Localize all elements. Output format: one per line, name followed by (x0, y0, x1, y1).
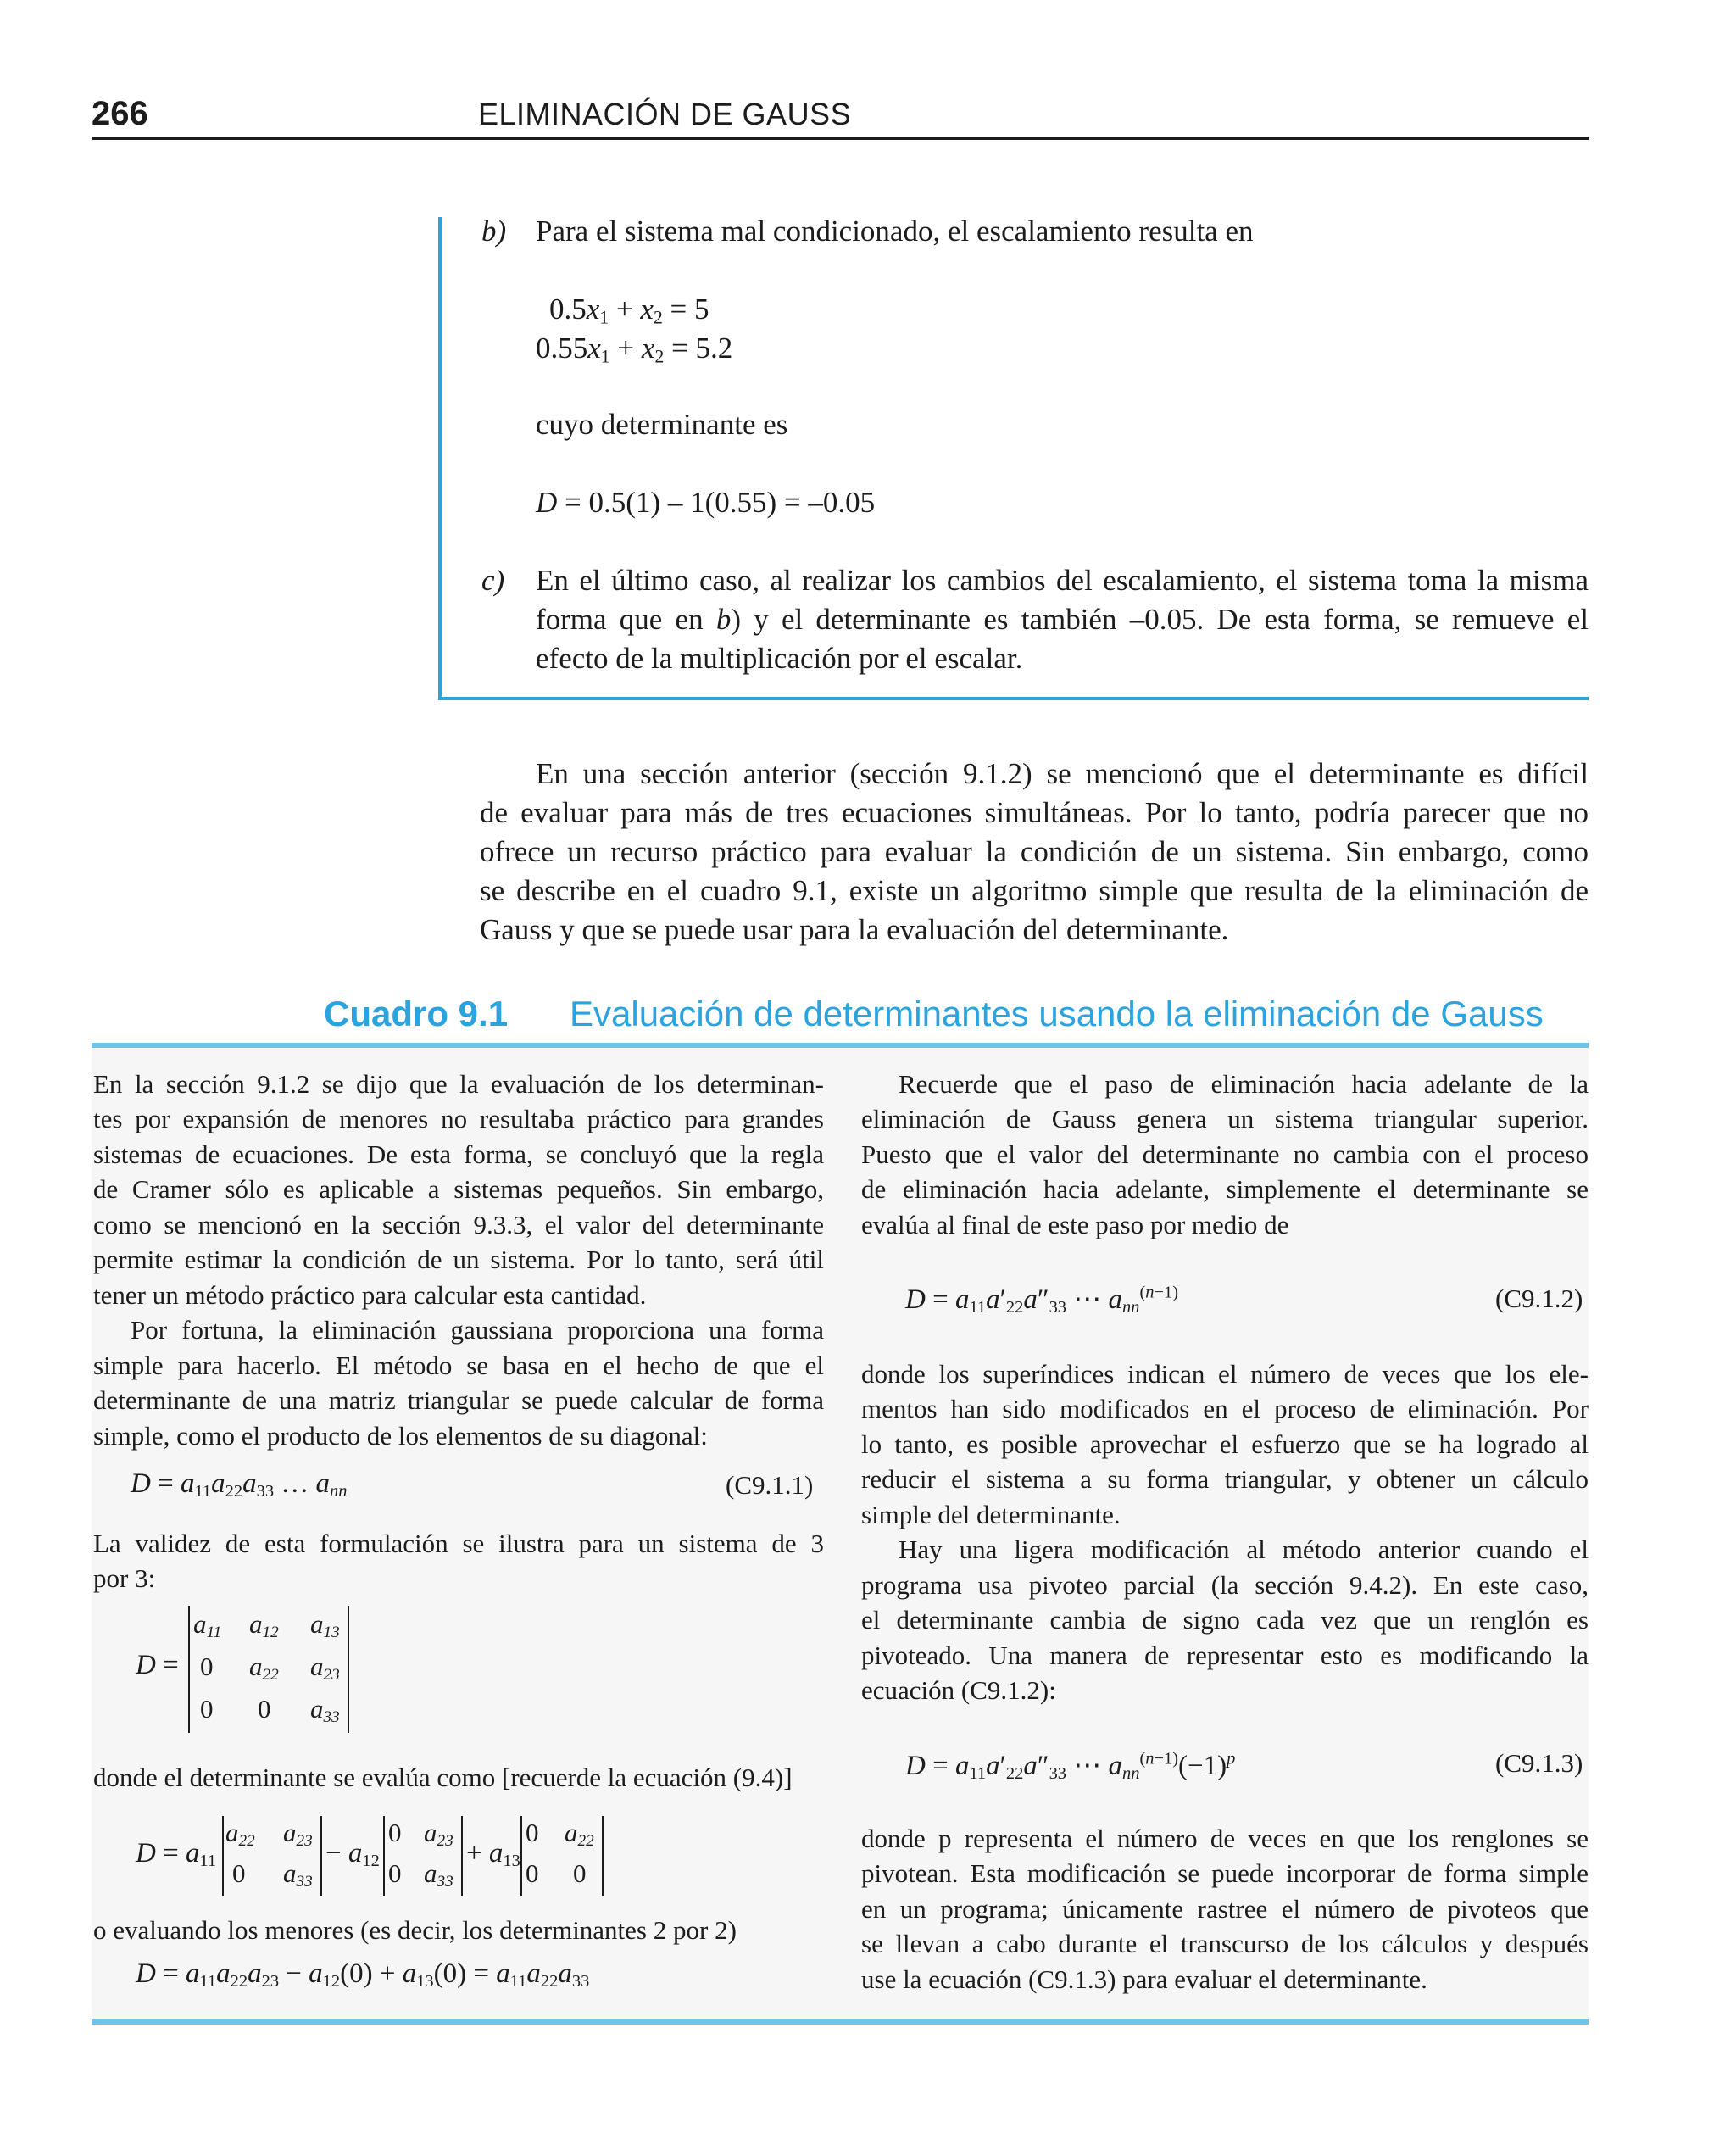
matrix-zero-32: 0 (258, 1694, 271, 1724)
item-b-text: Para el sistema mal condicionado, el escalamiento resulta en (536, 214, 1254, 248)
body-line-1: En una sección anterior (sección 9.1.2) se mencionó que el determinante es difícil (536, 757, 1589, 790)
right-p3-line-4: pivoteado. Una manera de representar esto es modificando la (861, 1640, 1589, 1670)
left-p2-line-2: simple para hacerlo. El método se basa en el hecho de que el (93, 1351, 824, 1380)
matrix-left-bar (188, 1606, 190, 1733)
box-number: Cuadro 9.1 (324, 994, 509, 1033)
equation-c911: $D = a_{11}a_{22}a_{33}$ … $a_{nn}$ (131, 1468, 348, 1501)
body-line-3: ofrece un recurso práctico para evaluar la condición de un sistema. Sin embargo, como (480, 835, 1589, 868)
right-p3-line-1: Hay una ligera modificación al método anterior cuando el (899, 1535, 1589, 1564)
right-p2-line-3: lo tanto, es posible aprovechar el esfuerzo que se ha logrado al (861, 1429, 1589, 1459)
header-rule (92, 137, 1589, 140)
right-p4-line-4: se llevan a cabo durante el transcurso de los cálculos y después (861, 1929, 1589, 1958)
minor2-zero-2: 0 (388, 1858, 402, 1888)
box-top-rule (92, 1043, 1589, 1048)
left-p5: o evaluando los menores (es decir, los determinantes 2 por 2) (93, 1915, 737, 1945)
matrix-a13: $a_{13}$ (310, 1609, 340, 1641)
expansion-d-label: $D = a_{11}$ (136, 1838, 217, 1871)
item-label-c: c) (481, 564, 505, 597)
right-p3-line-2: programa usa pivoteo parcial (la sección 9.4.2). En este caso, (861, 1570, 1589, 1600)
right-p2-line-1: donde los superíndices indican el número de veces que los ele- (861, 1359, 1589, 1389)
minor2-zero-1: 0 (388, 1818, 402, 1847)
minor1-a33: $a_{33}$ (283, 1858, 313, 1891)
right-p4-line-2: pivotean. Esta modificación se puede incorporar de forma simple (861, 1858, 1589, 1888)
minor3-zero-2: 0 (526, 1858, 539, 1888)
example-left-border (438, 217, 442, 700)
determinant-intro: cuyo determinante es (536, 408, 788, 441)
left-p2-line-3: determinante de una matriz triangular se puede calcular de forma (93, 1385, 824, 1415)
left-p2-line-4: simple, como el producto de los elementos de su diagonal: (93, 1421, 708, 1451)
matrix-d-label: D = (136, 1650, 179, 1680)
determinant-equation: D = 0.5(1) – 1(0.55) = –0.05 (536, 486, 876, 519)
minor3-a22: $a_{22}$ (565, 1818, 594, 1850)
matrix-a23: $a_{23}$ (310, 1651, 340, 1684)
right-p2-line-2: mentos han sido modificados en el proceso de eliminación. Por (861, 1394, 1589, 1423)
minor3-zero-3: 0 (573, 1858, 587, 1888)
expansion-minus-a12: − $a_{12}$ (326, 1838, 380, 1871)
example-bottom-border (438, 697, 1589, 700)
minor2-a23: $a_{23}$ (424, 1818, 453, 1850)
body-line-2: de evaluar para más de tres ecuaciones simultáneas. Por lo tanto, podría parecer que no (480, 796, 1589, 829)
equation-c912: $D = a_{11}a'_{22}a''_{33}$ ⋯ $a_{nn}^{(n-1)}$ (905, 1283, 1179, 1317)
right-p1-line-1: Recuerde que el paso de eliminación hacia adelante de la (899, 1069, 1589, 1099)
matrix-right-bar (348, 1606, 349, 1733)
item-c-line-3: efecto de la multiplicación por el escalar. (536, 642, 1023, 675)
minor1-right-bar (320, 1816, 322, 1896)
right-p3-line-5: ecuación (C9.1.2): (861, 1675, 1056, 1705)
expansion-plus-a13: + $a_{13}$ (466, 1838, 520, 1871)
left-p1-line-4: de Cramer sólo es aplicable a sistemas pequeños. Sin embargo, (93, 1174, 824, 1204)
right-p1-line-5: evalúa al final de este paso por medio de (861, 1210, 1289, 1239)
matrix-a11: $a_{11}$ (193, 1609, 222, 1641)
minors-result-equation: $D = a_{11}a_{22}a_{23} - a_{12}(0) + a_{13}(0) = a_{11}a_{22}a_{33}$ (136, 1958, 590, 1991)
right-p4-line-3: en un programa; únicamente rastree el número de pivoteos que (861, 1894, 1589, 1924)
minor3-zero-1: 0 (526, 1818, 539, 1847)
left-p1-line-3: sistemas de ecuaciones. De esta forma, se concluyó que la regla (93, 1139, 824, 1169)
minor2-a33: $a_{33}$ (424, 1858, 453, 1891)
right-p3-line-3: el determinante cambia de signo cada vez que un renglón es (861, 1605, 1589, 1635)
minor2-left-bar (383, 1816, 385, 1896)
right-p4-line-5: use la ecuación (C9.1.3) para evaluar el determinante. (861, 1964, 1427, 1994)
item-c-line-2: forma que en b) y el determinante es también –0.05. De esta forma, se remueve el (536, 603, 1589, 636)
scaled-equation-2: $0.55x_1 + x_2 = 5.2$ (536, 331, 733, 367)
right-p4-line-1: donde p representa el número de veces en que los renglones se (861, 1824, 1589, 1853)
item-c-line-1: En el último caso, al realizar los cambios del escalamiento, el sistema toma la misma (536, 564, 1589, 597)
equation-number-c912: (C9.1.2) (1495, 1284, 1583, 1313)
minor3-left-bar (520, 1816, 522, 1896)
left-p4: donde el determinante se evalúa como [recuerde la ecuación (9.4)] (93, 1763, 793, 1792)
running-title: ELIMINACIÓN DE GAUSS (478, 97, 852, 131)
matrix-a22: $a_{22}$ (249, 1651, 279, 1684)
minor1-a22: $a_{22}$ (225, 1818, 255, 1850)
left-p1-line-1: En la sección 9.1.2 se dijo que la evaluación de los determinan- (93, 1069, 824, 1099)
body-line-5: Gauss y que se puede usar para la evaluación del determinante. (480, 913, 1229, 946)
left-p3-line-2: por 3: (93, 1563, 156, 1593)
body-line-4: se describe en el cuadro 9.1, existe un algoritmo simple que resulta de la eliminación de (480, 874, 1589, 907)
right-p1-line-2: eliminación de Gauss genera un sistema triangular superior. (861, 1104, 1589, 1133)
left-p1-line-2: tes por expansión de menores no resultaba práctico para grandes (93, 1104, 824, 1133)
equation-number-c911: (C9.1.1) (726, 1470, 814, 1500)
equation-c913: $D = a_{11}a'_{22}a''_{33}$ ⋯ $a_{nn}^{(n-1)}(-1)^p$ (905, 1749, 1236, 1784)
minor1-left-bar (222, 1816, 224, 1896)
right-p1-line-4: de eliminación hacia adelante, simplemente el determinante se (861, 1174, 1589, 1204)
right-p2-line-4: reducir el sistema a su forma triangular, y obtener un cálculo (861, 1464, 1589, 1494)
scaled-equation-1: $0.5x_1 + x_2 = 5$ (549, 292, 709, 328)
box-bottom-rule (92, 2019, 1589, 2025)
item-label-b: b) (481, 214, 507, 248)
matrix-zero-31: 0 (200, 1694, 214, 1724)
right-p2-line-5: simple del determinante. (861, 1500, 1121, 1529)
left-p1-line-7: tener un método práctico para calcular esta cantidad. (93, 1280, 647, 1310)
left-p2-line-1: Por fortuna, la eliminación gaussiana proporciona una forma (131, 1315, 824, 1345)
minor3-right-bar (602, 1816, 604, 1896)
left-p1-line-5: como se mencionó en la sección 9.3.3, el valor del determinante (93, 1210, 824, 1239)
minor2-right-bar (461, 1816, 463, 1896)
box-title: Evaluación de determinantes usando la eliminación de Gauss (570, 994, 1544, 1033)
matrix-a12: $a_{12}$ (249, 1609, 279, 1641)
matrix-a33: $a_{33}$ (310, 1694, 340, 1726)
matrix-zero-21: 0 (200, 1651, 214, 1681)
right-p1-line-3: Puesto que el valor del determinante no cambia con el proceso (861, 1139, 1589, 1169)
equation-number-c913: (C9.1.3) (1495, 1748, 1583, 1778)
minor1-a23: $a_{23}$ (283, 1818, 313, 1850)
page-number: 266 (92, 95, 148, 132)
left-p1-line-6: permite estimar la condición de un sistema. Por lo tanto, será útil (93, 1245, 824, 1274)
left-p3-line-1: La validez de esta formulación se ilustra para un sistema de 3 (93, 1529, 824, 1558)
minor1-zero: 0 (232, 1858, 246, 1888)
